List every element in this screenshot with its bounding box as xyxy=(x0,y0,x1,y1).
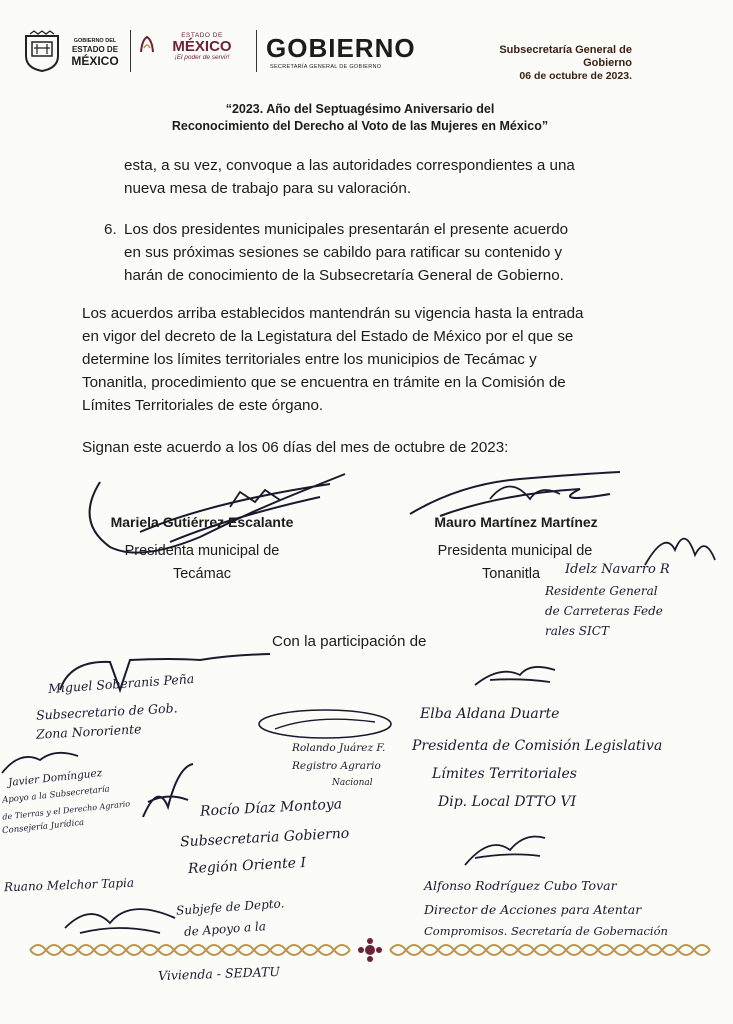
handwritten-dominguez-role-3: Consejería Jurídica xyxy=(1,817,85,837)
handwritten-soberanis-role-2: Zona Nororiente xyxy=(35,721,142,742)
signature-aldana-scribble xyxy=(470,660,560,690)
year-motto: “2023. Año del Septuagésimo Aniversario del Reconocimiento del Derecho al Voto de las Mujeres en México” xyxy=(171,102,549,133)
office-header: Subsecretaría General de Gobierno 06 de octubre de 2023. xyxy=(499,44,632,82)
signature-melchor-scribble xyxy=(60,898,180,938)
signing-intro: Signan este acuerdo a los 06 días del mes de octubre de 2023: xyxy=(82,439,509,456)
signature-diaz-scribble xyxy=(138,762,198,822)
handwritten-aldana-role-2: Límites Territoriales xyxy=(432,766,577,782)
handwritten-aldana-name: Elba Aldana Duarte xyxy=(420,706,560,722)
handwritten-sict-role-2: de Carreteras Fede xyxy=(545,604,663,618)
handwritten-sict-role-1: Residente General xyxy=(545,584,658,598)
handwritten-aldana-role-1: Presidenta de Comisión Legislativa xyxy=(412,738,663,754)
handwritten-aldana-role-3: Dip. Local DTTO VI xyxy=(438,794,577,810)
handwritten-rodriguez-name: Alfonso Rodríguez Cubo Tovar xyxy=(424,878,617,893)
handwritten-diaz-role-2: Región Oriente I xyxy=(187,854,307,878)
handwritten-melchor-role-1: Subjefe de Depto. xyxy=(175,896,285,918)
handwritten-diaz-name: Rocío Díaz Montoya xyxy=(199,796,343,820)
validity-paragraph: Los acuerdos arriba establecidos mantendrán su vigencia hasta la entrada en vigor del decreto de la Legistatura del Estado de México por el que se determine los límites territoriales entre los municipios de Tecámac y Tonanitla, procedimiento que se encuentra en trámite en la Comisión de Límites Territoriales de este órgano. xyxy=(82,305,584,414)
handwritten-sict-name: Idelz Navarro R xyxy=(565,562,670,577)
handwritten-dominguez-role-1: Apoyo a la Subsecretaría xyxy=(1,784,111,806)
handwritten-diaz-role-1: Subsecretaria Gobierno xyxy=(179,825,350,851)
handwritten-melchor-name: Ruano Melchor Tapia xyxy=(3,875,135,895)
handwritten-soberanis-name: Miguel Soberanis Peña xyxy=(47,670,195,697)
signatory-right-name: Mauro Martínez Martínez xyxy=(434,514,598,530)
item-6-number: 6. xyxy=(104,221,117,238)
signature-ran-scribble xyxy=(255,704,395,744)
handwritten-melchor-role-3: Vivienda - SEDATU xyxy=(157,963,281,984)
gobierno-logo: GOBIERNO SECRETARÍA GENERAL DE GOBIERNO xyxy=(266,33,416,70)
header-divider xyxy=(130,30,131,72)
state-government-logo-text: GOBIERNO DEL ESTADO DE MÉXICO xyxy=(71,38,119,68)
handwritten-sict-role-3: rales SICT xyxy=(545,624,609,638)
mexico-brand-icon xyxy=(138,34,156,54)
signatory-left-name: Mariela Gutiérrez Escalante xyxy=(110,514,294,530)
handwritten-soberanis-role-1: Subsecretario de Gob. xyxy=(35,700,178,723)
handwritten-dominguez-role-2: de Tierras y el Derecho Agrario xyxy=(1,799,131,822)
handwritten-rodriguez-role-2: Compromisos. Secretaría de Gobernación xyxy=(424,924,668,938)
state-seal-icon xyxy=(22,30,62,72)
header-divider-2 xyxy=(256,30,257,72)
handwritten-dominguez-name: Javier Domínguez xyxy=(7,767,103,789)
item-6-text: Los dos presidentes municipales presentarán el presente acuerdo en sus próximas sesiones se cabildo para ratificar su contenido y harán de conocimiento de la Subsecretaría General de Gobierno. xyxy=(124,221,569,284)
handwritten-ran-role-1: Registro Agrario xyxy=(292,760,381,772)
handwritten-rodriguez-role-1: Director de Acciones para Atentar xyxy=(424,902,642,917)
footer-ornament-border xyxy=(30,938,710,962)
handwritten-ran-name: Rolando Juárez F. xyxy=(292,742,386,754)
paragraph-continuation: esta, a su vez, convoque a las autoridades correspondientes a una nueva mesa de trabajo para su valoración. xyxy=(124,157,575,197)
mexico-brand-logo: ESTADO DE MÉXICO ¡El poder de servir! xyxy=(172,32,232,61)
handwritten-melchor-role-2: de Apoyo a la xyxy=(183,919,267,939)
signatory-left-role: Presidenta municipal de Tecámac xyxy=(124,543,280,582)
handwritten-ran-role-2: Nacional xyxy=(332,778,373,788)
signatory-right-role: Presidenta municipal de Tonanitla xyxy=(437,543,593,582)
participation-heading: Con la participación de xyxy=(272,633,427,650)
signature-rodriguez-scribble xyxy=(460,830,550,870)
